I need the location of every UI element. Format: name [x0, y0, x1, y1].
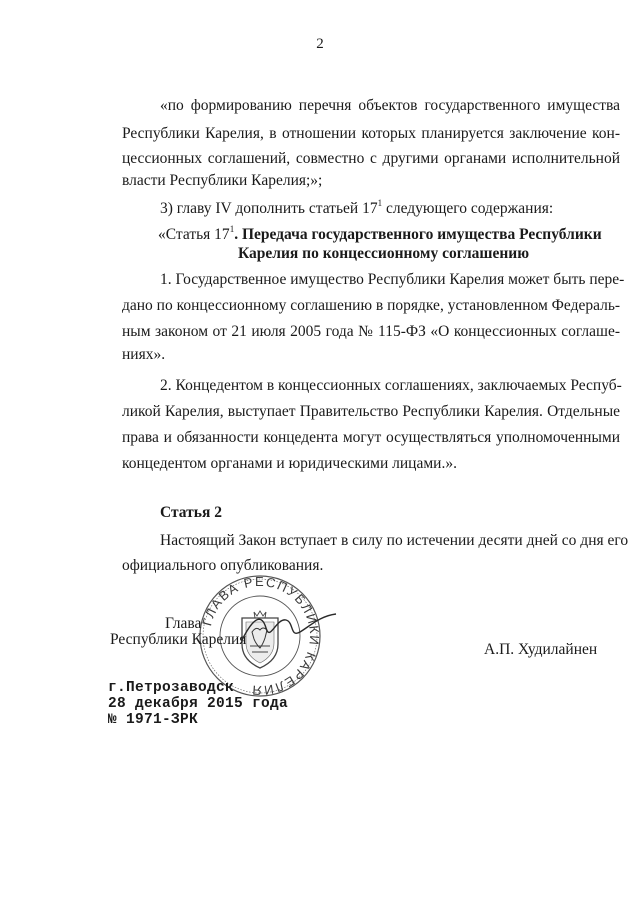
text-line: цессионных соглашений, совместно с другими органами исполнительной: [122, 150, 620, 167]
footer-number: № 1971-ЗРК: [108, 712, 199, 728]
text-line: Настоящий Закон вступает в силу по истечении десяти дней со дня его: [160, 532, 629, 549]
text-line: Республики Карелия, в отношении которых планируется заключение кон-: [122, 125, 620, 142]
article-17-1-prefix: «Статья 17: [158, 226, 230, 243]
text-line: официального опубликования.: [122, 557, 324, 574]
seal-text: ГЛАВА РЕСПУБЛИКИ КАРЕЛИЯ: [199, 574, 322, 698]
text-line: дано по концессионному соглашению в порядке, установленном Федераль-: [122, 297, 621, 314]
text-line: концедентом органами и юридическими лицами.».: [122, 455, 457, 472]
article-2-heading: Статья 2: [160, 504, 222, 521]
text-line: права и обязанности концедента могут осуществляться уполномоченными: [122, 429, 620, 446]
page-number: 2: [316, 36, 324, 52]
item-3-before: 3) главу IV дополнить статьей 17: [160, 200, 378, 217]
footer-date: 28 декабря 2015 года: [108, 696, 289, 712]
article-17-1-title-line2: Карелия по концессионному соглашению: [238, 245, 530, 262]
article-17-1-title: . Передача государственного имущества Республики: [234, 226, 602, 243]
text-line: ным законом от 21 июля 2005 года № 115-ФЗ «О концессионных соглаше-: [122, 323, 620, 340]
footer-city: г.Петрозаводск: [108, 680, 235, 696]
article-17-1-sup: 1: [229, 223, 235, 234]
item-3-line: [160, 199, 640, 219]
signature-title-line2: Республики Карелия: [110, 631, 247, 648]
text-line: власти Республики Карелия;»;: [122, 172, 323, 189]
text-line: ниях».: [122, 346, 166, 363]
signature-title-line1: Глава: [165, 615, 202, 632]
text-line: 2. Концедентом в концессионных соглашениях, заключаемых Респуб-: [160, 377, 622, 394]
text-line: 1. Государственное имущество Республики Карелия может быть пере-: [160, 271, 625, 288]
text-line: «по формированию перечня объектов государственного имущества: [160, 97, 620, 114]
article-17-1-heading: [158, 225, 640, 245]
item-3-after: следующего содержания:: [382, 200, 554, 217]
text-line: ликой Карелия, выступает Правительство Республики Карелия. Отдельные: [122, 403, 620, 420]
item-3-sup: 1: [377, 197, 383, 208]
signatory-name: А.П. Худилайнен: [484, 641, 598, 658]
signature-scribble: [236, 606, 346, 652]
